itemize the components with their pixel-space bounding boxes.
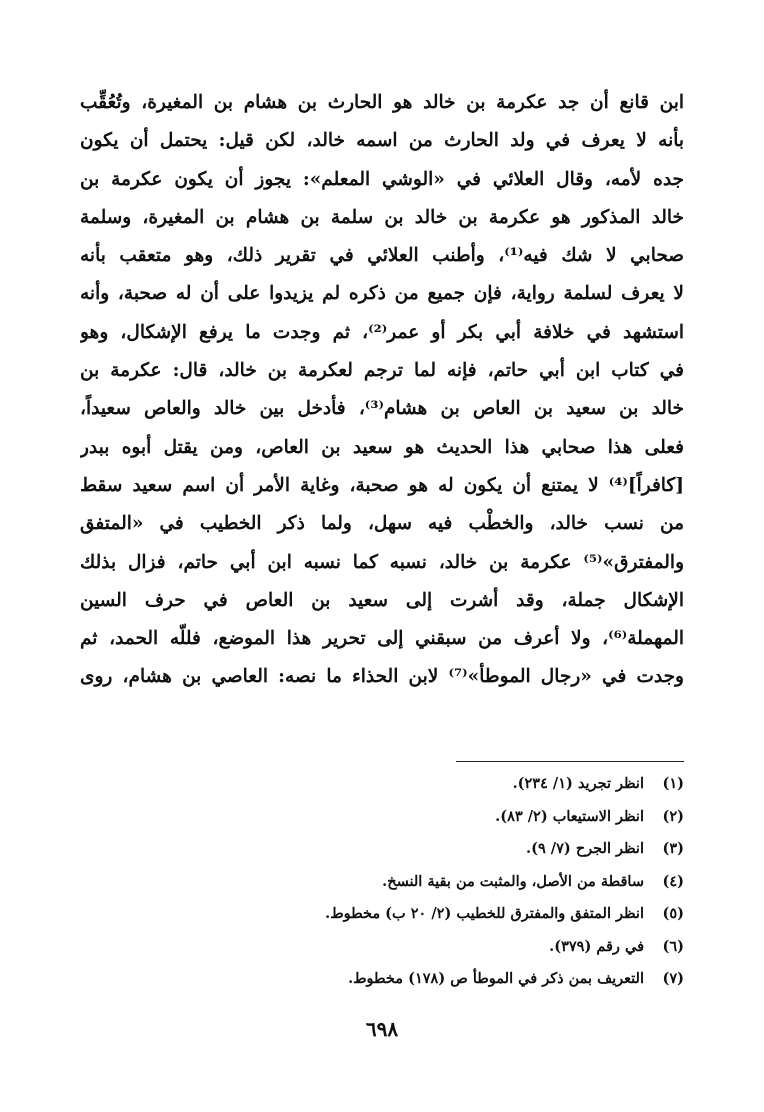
text-line: وجدت في «رجال الموطأ»⁽⁷⁾ لابن الحذاء ما نصه: العاصي بن هشام، روى	[80, 666, 684, 688]
footnote-number: (٧)	[662, 970, 684, 987]
text-line: استشهد في خلافة أبي بكر أو عمر⁽²⁾، ثم وجدت ما يرفع الإشكال، وهو	[80, 321, 684, 343]
text-line: خالد بن سعيد بن العاص بن هشام⁽³⁾، فأدخل بين خالد والعاص سعيداً،	[80, 398, 684, 420]
footnote-number: (٥)	[662, 905, 684, 922]
text-line: صحابي لا شك فيه⁽¹⁾، وأطنب العلائي في تقرير ذلك، وهو متعقب بأنه	[80, 245, 684, 267]
footnote-number: (٢)	[662, 807, 684, 825]
footnote-divider	[456, 761, 684, 762]
text-line: في كتاب ابن أبي حاتم، فإنه لما ترجم لعكرمة بن خالد، قال: عكرمة بن	[80, 360, 684, 382]
footnote-item	[124, 866, 684, 899]
text-line: المهملة⁽⁶⁾، ولا أعرف من سبقني إلى تحرير هذا الموضع، فللّه الحمد، ثم	[80, 628, 684, 650]
footnote-number: (٣)	[662, 840, 684, 857]
footnote-text: انظر تجريد (١/ ٢٣٤).	[512, 775, 644, 792]
footnote-text: التعريف بمن ذكر في الموطأ ص (١٧٨) مخطوط.	[348, 970, 644, 987]
text-line: خالد المذكور هو عكرمة بن خالد بن سلمة بن هشام بن المغيرة، وسلمة	[80, 206, 684, 228]
footnote-text: في رقم (٣٧٩).	[549, 937, 644, 955]
footnote-number: (٦)	[662, 937, 684, 955]
footnote-text: انظر الاستيعاب (٢/ ٨٣).	[495, 807, 644, 825]
text-line: من نسب خالد، والخطْب فيه سهل، ولما ذكر الخطيب في «المتفق	[80, 513, 684, 535]
text-line: والمفترق»⁽⁵⁾ عكرمة بن خالد، نسبه كما نسبه ابن أبي حاتم، فزال بذلك	[80, 551, 684, 573]
footnote-number: (١)	[662, 775, 684, 792]
text-line: لا يعرف لسلمة رواية، فإن جميع من ذكره لم يزيدوا على أن له صحبة، وأنه	[80, 283, 684, 305]
page-number: ٦٩٨	[365, 1017, 399, 1041]
footnote-item	[124, 898, 684, 931]
footnote-number: (٤)	[662, 872, 684, 890]
footnote-item	[124, 931, 684, 964]
text-line: الإشكال جملة، وقد أشرت إلى سعيد بن العاص في حرف السين	[80, 589, 684, 611]
footnote-text: انظر الجرح (٧/ ٩).	[526, 840, 644, 857]
footnote-item	[124, 963, 684, 996]
text-line: جده لأمه، وقال العلائي في «الوشي المعلم»: يجوز أن يكون عكرمة بن	[80, 168, 684, 190]
footnote-item	[124, 833, 684, 866]
footnote-text: انظر المتفق والمفترق للخطيب (٢/ ٢٠ ب) مخطوط.	[325, 905, 644, 922]
text-line: ابن قانع أن جد عكرمة بن خالد هو الحارث بن هشام بن المغيرة، وتُعُقِّب	[80, 92, 684, 113]
text-line: [كافراً]⁽⁴⁾ لا يمتنع أن يكون له هو صحبة، وغاية الأمر أن اسم سعيد سقط	[80, 474, 684, 496]
text-line: بأنه لا يعرف في ولد الحارث من اسمه خالد، لكن قيل: يحتمل أن يكون	[80, 130, 684, 152]
footnote-text: ساقطة من الأصل، والمثبت من بقية النسخ.	[382, 872, 644, 890]
main-text	[80, 84, 684, 697]
footnotes	[124, 768, 684, 996]
text-line: فعلى هذا صحابي هذا الحديث هو سعيد بن العاص، ومن يقتل أبوه ببدر	[80, 436, 684, 458]
footnote-item	[124, 768, 684, 801]
footnote-item	[124, 801, 684, 834]
